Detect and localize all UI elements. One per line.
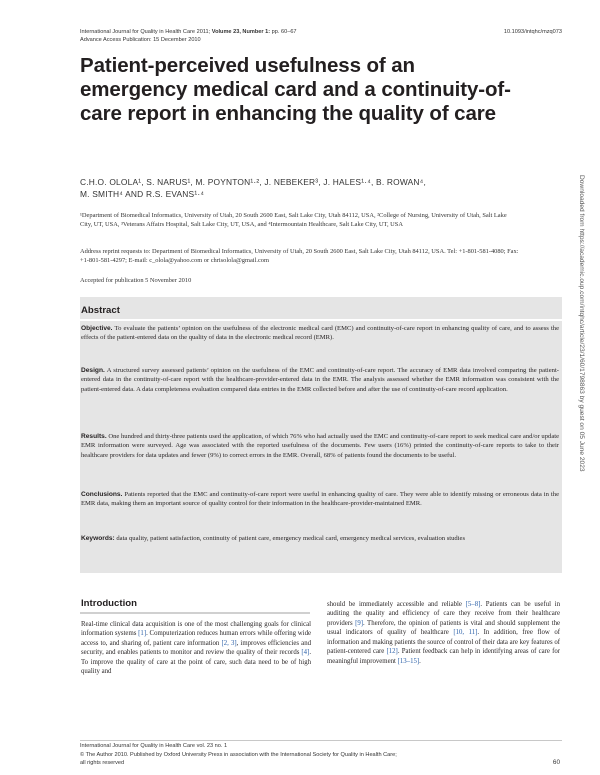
keywords-label: Keywords: <box>81 535 115 542</box>
advance-access-date: Advance Access Publication: 15 December 2010 <box>80 36 201 43</box>
footer <box>80 742 500 768</box>
page-range: pp. 60–67 <box>271 29 297 35</box>
doi[interactable]: 10.1093/intqhc/mzq073 <box>503 29 562 35</box>
abstract-keywords <box>81 534 559 543</box>
citation-link[interactable]: [2, 3] <box>221 639 237 647</box>
correspondence-address: Address reprint requests to: Department of Biomedical Informatics, University of Utah, 20 South 2600 East, Salt Lake City, Utah 84112, USA. Tel: +1-801-581-4080; Fax: +1-801-581-4297; E-mail: c_olola@yahoo.com or chrisolola@gmail.com <box>80 248 519 264</box>
citation-link[interactable]: [5–8] <box>465 601 481 608</box>
author-list <box>80 177 520 200</box>
conclusions-label: Conclusions. <box>81 491 123 498</box>
citation-link[interactable]: [9] <box>355 619 364 627</box>
footer-rights: all rights reserved <box>80 760 125 767</box>
introduction-divider <box>80 612 310 614</box>
accepted-date: Accepted for publication 5 November 2010 <box>80 277 192 284</box>
intro-left-column: Real-time clinical data acquisition is one of the most challenging goals for clinical information systems [1]. Computerization reduces human errors while offering wide access to, and sharing of, patient care information [2, 3], improves efficiencies and security, and enables patients to monitor and review the quality of their records [4]. To improve the quality of care at the point of care, such data need to be of high quality and <box>81 621 312 676</box>
introduction-heading: Introduction <box>81 598 137 609</box>
design-label: Design. <box>81 367 105 374</box>
abstract-heading: Abstract <box>81 305 120 316</box>
abstract-conclusions <box>81 490 559 509</box>
results-text: One hundred and thirty-three patients used the application, of which 76% who had actually used the EMC and continuity-of-care report to seek medical care and/or update EMR information were surveyed. Age was associated with the reported usefulness of the documents. Few users (16%) printed the continuity-of-care reports to take to their healthcare providers for data updates and fewer (9%) to correct errors in the EMR. Overall, 68% of patients found the documents to be useful. <box>81 433 560 459</box>
citation-link[interactable]: [1] <box>138 630 147 638</box>
objective-label: Objective. <box>81 325 113 332</box>
citation-link[interactable]: [10, 11] <box>453 629 478 637</box>
footer-divider <box>80 740 562 741</box>
design-text: A structured survey assessed patients’ opinion on the usefulness of the EMC and continuity-of-care report. The accuracy of EMR data involved comparing the patient-entered data in the continuity-of-care report with the healthcare-provider-entered data in the EMR. The analysis assessed whether the EMR information was consistent with the patient-entered data. A data completeness evaluation compared data entries in the EMR collected before and after the use of continuity-of-care record application. <box>81 367 559 393</box>
abstract-design <box>81 366 559 394</box>
footer-journal: International Journal for Quality in Health Care vol. 23 no. 1 <box>80 743 228 749</box>
citation-link[interactable]: [12] <box>386 648 398 656</box>
journal-citation: International Journal for Quality in Health Care 2011; Volume 23, Number 1: pp. 60–67 <box>80 29 297 35</box>
running-header <box>80 29 380 44</box>
keywords-text: data quality, patient satisfaction, continuity of patient care, emergency medical card, emergency medical services, evaluation studies <box>116 535 466 542</box>
download-note[interactable]: Downloaded from https://academic.oup.com/intqhc/article/23/1/60/1798863 by guest on 05 June 2023 <box>578 175 585 472</box>
affiliations: ¹Department of Biomedical Informatics, University of Utah, 20 South 2600 East, Salt Lake City, Utah 84112, USA, ²College of Nursing, University of Utah, Salt Lake City, UT, USA, ³Veterans Affairs Hospital, Salt Lake City, UT, USA, and ⁴Intermountain Healthcare, Salt Lake City, UT, USA <box>80 212 507 228</box>
volume-issue: Volume 23, Number 1: <box>211 29 271 35</box>
results-label: Results. <box>81 433 107 440</box>
authors-line-1: C.H.O. OLOLA¹, S. NARUS¹, M. POYNTON¹·², J. NEBEKER³, J. HALES¹·⁴, B. ROWAN⁴, <box>80 177 427 187</box>
citation-link[interactable]: [4] <box>301 649 310 657</box>
objective-text: To evaluate the patients’ opinion on the usefulness of the electronic medical card (EMC) and continuity-of-care report in enhancing quality of care, and to assess the effects of the patient-entered data on the quality of data in the electronic medical record (EMR). <box>81 325 559 342</box>
footer-copyright: © The Author 2010. Published by Oxford University Press in association with the International Society for Quality in Health Care; <box>80 751 397 758</box>
page-number: 60 <box>552 759 560 766</box>
article-title: Patient-perceived usefulness of an emergency medical card and a continuity-of-care report in enhancing the quality of care <box>80 54 511 125</box>
abstract-results <box>81 432 559 460</box>
abstract-objective <box>81 324 559 343</box>
intro-right-column: should be immediately accessible and reliable [5–8]. Patients can be useful in auditing the quality and efficiency of care they receive from their healthcare providers [9]. Therefore, the opinion of patients is vital and should supplement the usual indicators of quality of healthcare [10, 11]. In addition, free flow of information and making patients the source of control of their data are key features of patient-centered care [12]. Patient feedback can help in identifying areas of care for meaningful improvement [13–15]. <box>327 601 561 665</box>
abstract-divider <box>80 319 562 321</box>
download-sidebar <box>575 175 585 575</box>
citation-link[interactable]: [13–15] <box>397 657 420 665</box>
conclusions-text: Patients reported that the EMC and continuity-of-care report were useful in enhancing quality of care. They were able to identify missing or erroneous data in the EMR data, making them an important source of quality control for their information in the healthcare-provider-maintained EMR. <box>81 491 559 508</box>
authors-line-2: M. SMITH⁴ AND R.S. EVANS¹·⁴ <box>80 188 205 199</box>
